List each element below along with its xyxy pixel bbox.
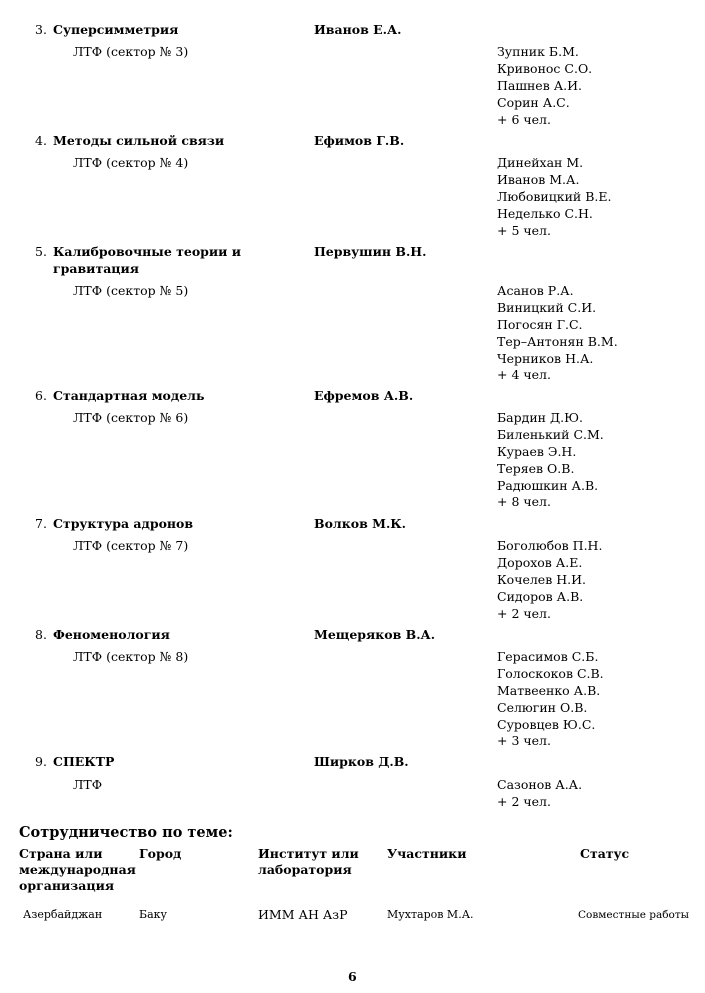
topic-title: Структура адронов — [53, 516, 194, 531]
header-country-line: Страна или — [19, 846, 103, 861]
member: Черников Н.А. — [497, 350, 594, 366]
topic-title: Феноменология — [53, 627, 170, 642]
member: + 5 чел. — [497, 222, 551, 238]
header-country-line: организация — [19, 878, 115, 893]
topic-title: Суперсимметрия — [53, 22, 179, 37]
topic-lab: ЛТФ (сектор № 6) — [73, 410, 189, 425]
member: + 2 чел. — [497, 793, 551, 809]
topic-title: Стандартная модель — [53, 388, 205, 403]
header-participants: Участники — [387, 846, 467, 861]
header-institute-line: Институт или — [258, 846, 359, 861]
member: + 3 чел. — [497, 733, 551, 749]
collaboration-heading: Сотрудничество по теме: — [19, 824, 233, 841]
topic-members — [497, 283, 618, 384]
member: Сидоров А.В. — [497, 588, 584, 604]
topic-number: 3. — [35, 22, 47, 37]
member: Любовицкий В.Е. — [497, 188, 612, 204]
topic-lab: ЛТФ (сектор № 7) — [73, 538, 189, 553]
member: Герасимов С.Б. — [497, 649, 599, 664]
member: Кочелев Н.И. — [497, 571, 586, 587]
member: Селюгин О.В. — [497, 699, 588, 715]
member: Биленький С.М. — [497, 426, 604, 442]
header-institute-line: лаборатория — [258, 862, 352, 877]
member: Голоскоков С.В. — [497, 665, 604, 681]
member: Иванов М.А. — [497, 171, 580, 187]
member: Виницкий С.И. — [497, 299, 597, 315]
member: + 4 чел. — [497, 367, 551, 383]
topic-leader: Первушин В.Н. — [314, 244, 427, 259]
cell-city: Баку — [139, 908, 167, 921]
topic-number: 5. — [35, 244, 47, 259]
topic-title: СПЕКТР — [53, 754, 115, 769]
topic-leader: Волков М.К. — [314, 516, 407, 531]
topic-number: 9. — [35, 754, 47, 769]
topic-lab: ЛТФ (сектор № 8) — [73, 649, 189, 664]
topic-title: Методы сильной связи — [53, 133, 225, 148]
member: Радюшкин А.В. — [497, 477, 599, 493]
member: Дорохов А.Е. — [497, 554, 583, 570]
member: Боголюбов П.Н. — [497, 538, 603, 553]
member: Сазонов А.А. — [497, 777, 583, 792]
member: Динейхан М. — [497, 155, 584, 170]
page-number: 6 — [348, 969, 357, 984]
header-status: Статус — [580, 846, 630, 861]
topic-members — [497, 155, 611, 239]
header-country — [19, 846, 136, 894]
topic-members — [497, 538, 602, 622]
member: Кураев Э.Н. — [497, 443, 577, 459]
header-institute — [258, 846, 359, 878]
cell-participants: Мухтаров М.А. — [387, 908, 474, 921]
member: Теряев О.В. — [497, 460, 575, 476]
member: Тер–Антонян В.М. — [497, 333, 618, 349]
header-city: Город — [139, 846, 182, 861]
topic-leader: Ефимов Г.В. — [314, 133, 405, 148]
member: Неделько С.Н. — [497, 205, 593, 221]
topic-lab: ЛТФ (сектор № 3) — [73, 44, 189, 59]
topic-lab: ЛТФ (сектор № 5) — [73, 283, 189, 298]
topic-number: 7. — [35, 516, 47, 531]
member: + 2 чел. — [497, 605, 551, 621]
cell-status: Совместные работы — [578, 909, 690, 921]
member: Погосян Г.С. — [497, 316, 583, 332]
cell-institute: ИММ АН АзР — [258, 907, 348, 922]
topic-leader: Иванов Е.А. — [314, 22, 402, 37]
topic-number: 6. — [35, 388, 47, 403]
member: Зупник Б.М. — [497, 44, 579, 59]
cell-country: Азербайджан — [23, 908, 103, 921]
topic-title: Калибровочные теории и — [53, 244, 242, 259]
topic-title-continued: гравитация — [53, 261, 140, 276]
topic-leader: Ширков Д.В. — [314, 754, 409, 769]
topic-lab: ЛТФ — [73, 777, 103, 792]
topic-members — [497, 410, 604, 511]
header-country-line: международная — [19, 862, 136, 877]
member: Суровцев Ю.С. — [497, 716, 596, 732]
member: + 8 чел. — [497, 494, 551, 510]
member: Кривонос С.О. — [497, 60, 593, 76]
topic-number: 4. — [35, 133, 47, 148]
member: + 6 чел. — [497, 111, 551, 127]
member: Сорин А.С. — [497, 94, 570, 110]
topic-members — [497, 649, 604, 750]
topic-number: 8. — [35, 627, 47, 642]
member: Пашнев А.И. — [497, 77, 583, 93]
topic-members — [497, 44, 592, 128]
member: Асанов Р.А. — [497, 283, 574, 298]
topic-leader: Мещеряков В.А. — [314, 627, 436, 642]
member: Бардин Д.Ю. — [497, 410, 583, 425]
member: Матвеенко А.В. — [497, 682, 601, 698]
topic-lab: ЛТФ (сектор № 4) — [73, 155, 189, 170]
topic-leader: Ефремов А.В. — [314, 388, 414, 403]
topic-members — [497, 777, 582, 811]
